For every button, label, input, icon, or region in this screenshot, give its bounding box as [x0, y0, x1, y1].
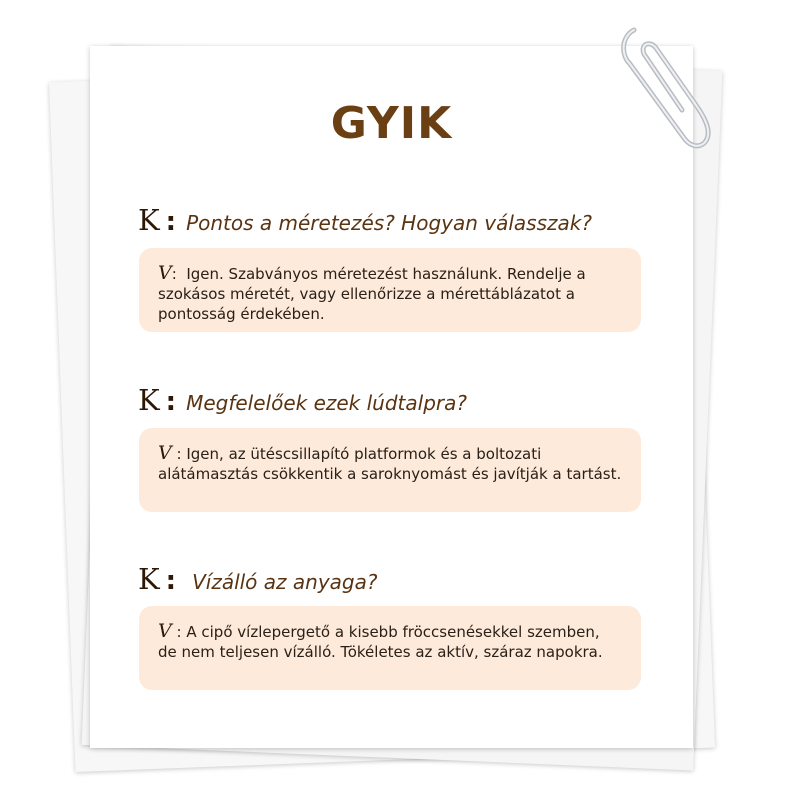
answer-prefix: V: [158, 442, 172, 464]
answer-prefix: V: [158, 262, 172, 284]
question-text: Pontos a méretezés? Hogyan válasszak?: [186, 211, 592, 235]
answer-separator: :: [171, 265, 177, 283]
answer-text: Igen. Szabványos méretezést használunk. Rendelje a szokásos méretét, vagy ellenőrizze a mérettáblázatot a pontosság érdekében.: [158, 265, 586, 323]
faq-answer-2: [139, 428, 641, 512]
question-prefix: K: [138, 562, 160, 596]
answer-text: Igen, az ütéscsillapító platformok és a boltozati alátámasztás csökkentik a saroknyomást és javítják a tartást.: [158, 445, 622, 483]
faq-question-3: [138, 562, 377, 596]
question-prefix: K: [138, 383, 160, 417]
question-prefix: K: [138, 203, 160, 237]
question-separator: :: [165, 566, 177, 596]
faq-answer-1: [139, 248, 641, 332]
answer-text: A cipő vízlepergető a kisebb fröccsenésekkel szemben, de nem teljesen vízálló. Tökéletes az aktív, száraz napokra.: [158, 623, 603, 661]
page-title: GYIK: [330, 98, 453, 149]
faq-question-1: [138, 203, 592, 237]
answer-separator: :: [176, 445, 182, 463]
faq-question-2: [138, 383, 467, 417]
answer-prefix: V: [158, 620, 172, 642]
question-separator: :: [165, 387, 177, 417]
faq-answer-3: [139, 606, 641, 690]
answer-separator: :: [176, 623, 182, 641]
question-text: Megfelelőek ezek lúdtalpra?: [186, 391, 467, 415]
question-separator: :: [165, 207, 177, 237]
question-text: Vízálló az anyaga?: [192, 570, 378, 594]
